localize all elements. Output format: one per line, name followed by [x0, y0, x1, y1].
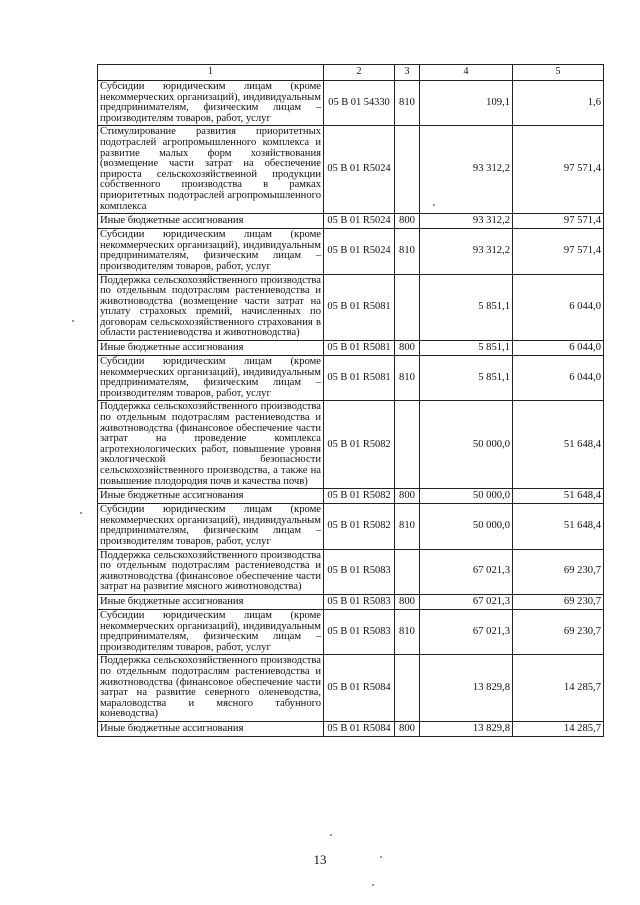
- row-name-cell: Субсидии юридическим лицам (кроме некоммерческих организаций), индивидуальным предпринимателям, физическим лицам – производителям товаров, работ, услуг: [98, 504, 324, 549]
- row-amount-col5-cell: 6 044,0: [513, 341, 604, 356]
- row-name-cell: Субсидии юридическим лицам (кроме некоммерческих организаций), индивидуальным предпринимателям, физическим лицам – производителям товаров, работ, услуг: [98, 356, 324, 401]
- row-name-cell: Иные бюджетные ассигнования: [98, 721, 324, 736]
- row-code-cell: 05 В 01 R5083: [324, 609, 395, 654]
- row-expense-type-cell: 800: [395, 489, 420, 504]
- table-row: [98, 549, 604, 594]
- row-expense-type-cell: 810: [395, 81, 420, 126]
- table-row: [98, 594, 604, 609]
- scan-speck: [80, 512, 82, 514]
- page-number: 13: [313, 852, 327, 867]
- row-expense-type-cell: 800: [395, 594, 420, 609]
- table-row: [98, 356, 604, 401]
- row-amount-col5-cell: 6 044,0: [513, 274, 604, 341]
- row-expense-type-cell: [395, 549, 420, 594]
- row-code-cell: 05 В 01 R5024: [324, 214, 395, 229]
- row-expense-type-cell: 810: [395, 356, 420, 401]
- row-amount-col5-cell: 69 230,7: [513, 594, 604, 609]
- row-name-cell: Поддержка сельскохозяйственного производства по отдельным подотраслям растениеводства и животноводства (финансовое обеспечение части затрат на проведение комплекса агротехнологических работ, повышение уровня экологической безопасности сельскохозяйственного производства, а также на повышение плодородия почв и качества почв): [98, 401, 324, 489]
- column-header-3: 3: [395, 65, 420, 81]
- row-amount-col5-cell: 97 571,4: [513, 214, 604, 229]
- scan-speck: [330, 834, 332, 836]
- row-code-cell: 05 В 01 R5084: [324, 721, 395, 736]
- row-amount-col4-cell: 93 312,2: [420, 214, 513, 229]
- table-row: [98, 274, 604, 341]
- row-amount-col5-cell: 51 648,4: [513, 489, 604, 504]
- row-amount-col4-cell: 67 021,3: [420, 609, 513, 654]
- table-row: [98, 655, 604, 722]
- table-row: [98, 609, 604, 654]
- table-row: [98, 126, 604, 214]
- row-code-cell: 05 В 01 R5082: [324, 401, 395, 489]
- row-amount-col5-cell: 14 285,7: [513, 721, 604, 736]
- row-amount-col5-cell: 51 648,4: [513, 504, 604, 549]
- row-amount-col5-cell: 14 285,7: [513, 655, 604, 722]
- row-amount-col5-cell: 69 230,7: [513, 549, 604, 594]
- row-code-cell: 05 В 01 R5081: [324, 341, 395, 356]
- row-name-cell: Стимулирование развития приоритетных подотраслей агропромышленного комплекса и развитие малых форм хозяйствования (возмещение части затрат на обеспечение прироста сельскохозяйственной продукции собственного производства в рамках приоритетных подотраслей агропромышленного комплекса: [98, 126, 324, 214]
- row-amount-col5-cell: 6 044,0: [513, 356, 604, 401]
- table-row: [98, 401, 604, 489]
- row-amount-col4-cell: 5 851,1: [420, 356, 513, 401]
- row-name-cell: Субсидии юридическим лицам (кроме некоммерческих организаций), индивидуальным предпринимателям, физическим лицам – производителям товаров, работ, услуг: [98, 609, 324, 654]
- scan-speck: [372, 884, 374, 886]
- table-row: [98, 721, 604, 736]
- row-expense-type-cell: 810: [395, 229, 420, 274]
- table-row: [98, 214, 604, 229]
- row-code-cell: 05 В 01 R5024: [324, 126, 395, 214]
- column-header-2: 2: [324, 65, 395, 81]
- scan-speck: [433, 204, 435, 206]
- row-amount-col5-cell: 97 571,4: [513, 126, 604, 214]
- row-expense-type-cell: 800: [395, 341, 420, 356]
- row-code-cell: 05 В 01 R5081: [324, 356, 395, 401]
- table-row: [98, 489, 604, 504]
- row-name-cell: Поддержка сельскохозяйственного производства по отдельным подотраслям растениеводства и животноводства (возмещение части затрат на уплату страховых премий, начисленных по договорам сельскохозяйственного страхования в области растениеводства и животноводства): [98, 274, 324, 341]
- row-amount-col4-cell: 5 851,1: [420, 341, 513, 356]
- row-code-cell: 05 В 01 R5081: [324, 274, 395, 341]
- row-amount-col4-cell: 93 312,2: [420, 126, 513, 214]
- row-name-cell: Поддержка сельскохозяйственного производства по отдельным подотраслям растениеводства и животноводства (финансовое обеспечение части затрат на развитие мясного животноводства): [98, 549, 324, 594]
- row-code-cell: 05 В 01 54330: [324, 81, 395, 126]
- row-amount-col5-cell: 1,6: [513, 81, 604, 126]
- row-amount-col4-cell: 93 312,2: [420, 229, 513, 274]
- table-row: [98, 229, 604, 274]
- scan-speck: [72, 320, 74, 322]
- row-amount-col4-cell: 50 000,0: [420, 504, 513, 549]
- row-amount-col4-cell: 5 851,1: [420, 274, 513, 341]
- row-code-cell: 05 В 01 R5024: [324, 229, 395, 274]
- row-code-cell: 05 В 01 R5083: [324, 594, 395, 609]
- row-code-cell: 05 В 01 R5082: [324, 504, 395, 549]
- scan-speck: [380, 856, 382, 858]
- row-expense-type-cell: [395, 126, 420, 214]
- budget-allocation-table: [97, 64, 604, 737]
- row-name-cell: Иные бюджетные ассигнования: [98, 214, 324, 229]
- row-name-cell: Иные бюджетные ассигнования: [98, 341, 324, 356]
- row-expense-type-cell: 800: [395, 214, 420, 229]
- row-amount-col4-cell: 13 829,8: [420, 721, 513, 736]
- row-expense-type-cell: 810: [395, 609, 420, 654]
- table-row: [98, 341, 604, 356]
- column-header-4: 4: [420, 65, 513, 81]
- row-code-cell: 05 В 01 R5084: [324, 655, 395, 722]
- row-expense-type-cell: 800: [395, 721, 420, 736]
- row-code-cell: 05 В 01 R5083: [324, 549, 395, 594]
- row-amount-col4-cell: 50 000,0: [420, 489, 513, 504]
- row-amount-col5-cell: 51 648,4: [513, 401, 604, 489]
- row-amount-col5-cell: 69 230,7: [513, 609, 604, 654]
- row-expense-type-cell: [395, 401, 420, 489]
- table-row: [98, 504, 604, 549]
- row-expense-type-cell: 810: [395, 504, 420, 549]
- row-expense-type-cell: [395, 655, 420, 722]
- row-name-cell: Иные бюджетные ассигнования: [98, 594, 324, 609]
- column-header-5: 5: [513, 65, 604, 81]
- row-amount-col4-cell: 13 829,8: [420, 655, 513, 722]
- row-name-cell: Поддержка сельскохозяйственного производства по отдельным подотраслям растениеводства и животноводства (финансовое обеспечение части затрат на развитие северного оленеводства, мараловодства и мясного табунного коневодства): [98, 655, 324, 722]
- row-expense-type-cell: [395, 274, 420, 341]
- table-row: [98, 81, 604, 126]
- row-name-cell: Субсидии юридическим лицам (кроме некоммерческих организаций), индивидуальным предпринимателям, физическим лицам – производителям товаров, работ, услуг: [98, 229, 324, 274]
- row-amount-col5-cell: 97 571,4: [513, 229, 604, 274]
- row-amount-col4-cell: 109,1: [420, 81, 513, 126]
- row-name-cell: Субсидии юридическим лицам (кроме некоммерческих организаций), индивидуальным предпринимателям, физическим лицам – производителям товаров, работ, услуг: [98, 81, 324, 126]
- column-header-1: 1: [98, 65, 324, 81]
- row-amount-col4-cell: 67 021,3: [420, 594, 513, 609]
- row-code-cell: 05 В 01 R5082: [324, 489, 395, 504]
- table-header-row: [98, 65, 604, 81]
- row-amount-col4-cell: 50 000,0: [420, 401, 513, 489]
- row-amount-col4-cell: 67 021,3: [420, 549, 513, 594]
- row-name-cell: Иные бюджетные ассигнования: [98, 489, 324, 504]
